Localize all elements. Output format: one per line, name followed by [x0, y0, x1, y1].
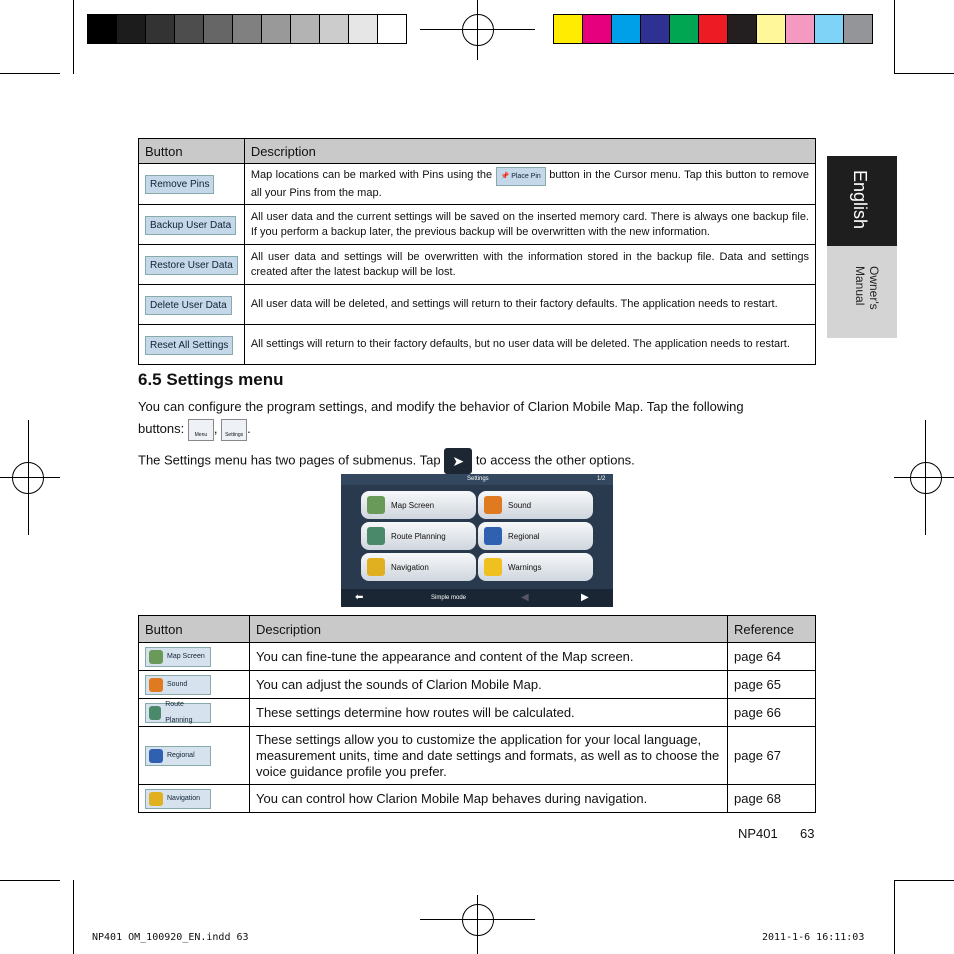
row-icon [149, 706, 161, 720]
registration-line [28, 420, 29, 535]
data-management-table [138, 138, 816, 365]
row-description: These settings determine how routes will be calculated. [250, 699, 728, 727]
color-swatch [641, 15, 670, 43]
row-button-label: Route Planning [165, 700, 193, 724]
color-swatch [757, 15, 786, 43]
color-bar [553, 14, 873, 44]
settings-icon-label: Settings [225, 431, 244, 438]
color-swatch [262, 15, 291, 43]
place-pin-button: 📌 Place Pin [496, 167, 546, 186]
registration-mark [910, 462, 942, 494]
header-reference: Reference [728, 616, 816, 643]
table-row [139, 245, 816, 285]
separator: , [213, 421, 218, 436]
page-number: 63 [800, 826, 815, 841]
header-button: Button [139, 139, 245, 164]
color-swatch [583, 15, 612, 43]
intro-text: You can configure the program settings, and modify the behavior of Clarion Mobile Map. Tap the following [138, 399, 744, 414]
crop-mark [894, 880, 954, 881]
row-icon [149, 792, 163, 806]
registration-mark [462, 14, 494, 46]
tile-label: Sound [508, 500, 532, 510]
table-row [139, 325, 816, 365]
backup-user-data-button[interactable]: Backup User Data [145, 216, 236, 235]
section-title: 6.5 Settings menu [138, 370, 284, 389]
row-button-label: Regional [167, 751, 195, 759]
warning-icon [484, 558, 502, 576]
restore-user-data-button[interactable]: Restore User Data [145, 256, 238, 275]
prev-arrow-icon[interactable]: ◀ [521, 592, 529, 603]
row-reference: page 64 [728, 643, 816, 671]
table-row [139, 727, 816, 785]
color-swatch [349, 15, 378, 43]
table-row [139, 285, 816, 325]
settings-row-button[interactable] [145, 675, 211, 695]
registration-line [894, 477, 954, 478]
header-description: Description [244, 139, 815, 164]
color-swatch [146, 15, 175, 43]
table-row [139, 643, 816, 671]
menu-icon-label: Menu [194, 431, 208, 438]
color-swatch [175, 15, 204, 43]
settings-row-button[interactable] [145, 647, 211, 667]
crop-mark [73, 880, 74, 954]
submenu-paragraph [138, 448, 816, 474]
route-icon [367, 527, 385, 545]
flag-icon [484, 527, 502, 545]
menu-icon[interactable] [188, 419, 214, 441]
manual-label: Owner's Manual [853, 266, 881, 310]
row-reference: page 65 [728, 671, 816, 699]
settings-row-button[interactable] [145, 700, 211, 724]
row-description: button in the Cursor menu. Tap this button to remove all your Pins from the map. [250, 169, 810, 199]
crop-mark [0, 73, 60, 74]
color-swatch [728, 15, 757, 43]
registration-mark [462, 904, 494, 936]
period: . [247, 421, 251, 436]
row-description: You can adjust the sounds of Clarion Mobile Map. [250, 671, 728, 699]
color-swatch [88, 15, 117, 43]
row-description: You can control how Clarion Mobile Map behaves during navigation. [250, 785, 728, 813]
row-description: These settings allow you to customize the application for your local language, measurement units, time and date settings and formats, as well as to choose the voice guidance profile you prefer. [250, 727, 728, 785]
row-description: All user data and the current settings will be saved on the inserted memory card. There is always one backup file. If you perform a backup later, the previous backup will be overwritten with the new information. [244, 205, 815, 245]
tile-navigation[interactable] [361, 553, 476, 581]
row-description: All user data will be deleted, and settings will return to their factory defaults. The application needs to restart. [244, 285, 815, 325]
header-button: Button [139, 616, 250, 643]
row-reference: page 67 [728, 727, 816, 785]
color-swatch [815, 15, 844, 43]
color-swatch [378, 15, 406, 43]
next-arrow-icon[interactable]: ➤ [444, 448, 472, 474]
reset-all-settings-button[interactable]: Reset All Settings [145, 336, 233, 355]
model-number: NP401 [738, 826, 778, 841]
crop-mark [73, 0, 74, 74]
tile-route-planning[interactable] [361, 522, 476, 550]
print-datetime: 2011-1-6 16:11:03 [762, 932, 865, 943]
tile-warnings[interactable] [478, 553, 593, 581]
row-button-label: Sound [167, 680, 188, 688]
color-swatch [844, 15, 872, 43]
tile-sound[interactable] [478, 491, 593, 519]
registration-line [477, 0, 478, 60]
tile-map-screen[interactable] [361, 491, 476, 519]
manual-tab [827, 246, 897, 338]
color-swatch [204, 15, 233, 43]
color-swatch [670, 15, 699, 43]
color-swatch [320, 15, 349, 43]
next-arrow-icon[interactable]: ▶ [581, 592, 589, 603]
tile-regional[interactable] [478, 522, 593, 550]
color-swatch [233, 15, 262, 43]
crop-mark [894, 73, 954, 74]
screenshot-page: 1/2 [597, 476, 606, 482]
settings-row-button[interactable] [145, 789, 211, 809]
speaker-icon [484, 496, 502, 514]
intro-paragraph [138, 396, 816, 441]
color-swatch [554, 15, 583, 43]
color-swatch [612, 15, 641, 43]
file-slug: NP401 OM_100920_EN.indd 63 [92, 932, 249, 943]
crop-mark [894, 0, 895, 74]
back-arrow-icon[interactable]: ⬅ [355, 592, 364, 603]
language-label: English [850, 170, 870, 230]
table-row [139, 205, 816, 245]
table-header [139, 139, 816, 164]
settings-row-button[interactable] [145, 746, 211, 766]
tile-label: Route Planning [391, 531, 446, 541]
table-row [139, 164, 816, 205]
table-row [139, 785, 816, 813]
map-icon [367, 496, 385, 514]
color-swatch [291, 15, 320, 43]
row-icon [149, 678, 163, 692]
table-row [139, 671, 816, 699]
row-description: Map locations can be marked with Pins using the [250, 169, 493, 181]
row-icon [149, 650, 163, 664]
submenu-text: to access the other options. [475, 452, 635, 468]
tile-label: Navigation [391, 562, 429, 572]
registration-line [477, 895, 478, 954]
row-description: You can fine-tune the appearance and content of the Map screen. [250, 643, 728, 671]
remove-pins-button[interactable]: Remove Pins [145, 175, 214, 194]
place-pin-label: Place Pin [511, 173, 541, 180]
color-swatch [786, 15, 815, 43]
settings-table [138, 615, 816, 813]
navigation-icon [367, 558, 385, 576]
simple-mode-button[interactable]: Simple mode [431, 595, 467, 601]
crop-mark [0, 880, 60, 881]
settings-screenshot [341, 474, 613, 607]
submenu-text: The Settings menu has two pages of submenus. Tap [138, 452, 441, 468]
color-swatch [699, 15, 728, 43]
registration-line [925, 420, 926, 535]
screenshot-footer [341, 589, 613, 607]
screenshot-title: Settings [467, 476, 489, 482]
row-icon [149, 749, 163, 763]
row-reference: page 68 [728, 785, 816, 813]
registration-line [0, 477, 60, 478]
row-description: All user data and settings will be overwritten with the information stored in the backup file. Data and settings created after the latest backup will be lost. [244, 245, 815, 285]
row-button-label: Navigation [167, 794, 201, 802]
language-tab [827, 156, 897, 246]
row-description: All settings will return to their factory defaults, but no user data will be deleted. The application needs to restart. [244, 325, 815, 365]
table-row [139, 699, 816, 727]
grayscale-bar [87, 14, 407, 44]
crop-mark [894, 880, 895, 954]
header-description: Description [250, 616, 728, 643]
tile-label: Warnings [508, 562, 542, 572]
tile-label: Regional [508, 531, 540, 541]
row-button-label: Map Screen [167, 652, 205, 660]
intro-text: buttons: [138, 421, 185, 436]
color-swatch [117, 15, 146, 43]
delete-user-data-button[interactable]: Delete User Data [145, 296, 232, 315]
settings-icon[interactable] [221, 419, 247, 441]
row-reference: page 66 [728, 699, 816, 727]
table-header [139, 616, 816, 643]
tile-label: Map Screen [391, 500, 435, 510]
screenshot-header [341, 474, 613, 485]
